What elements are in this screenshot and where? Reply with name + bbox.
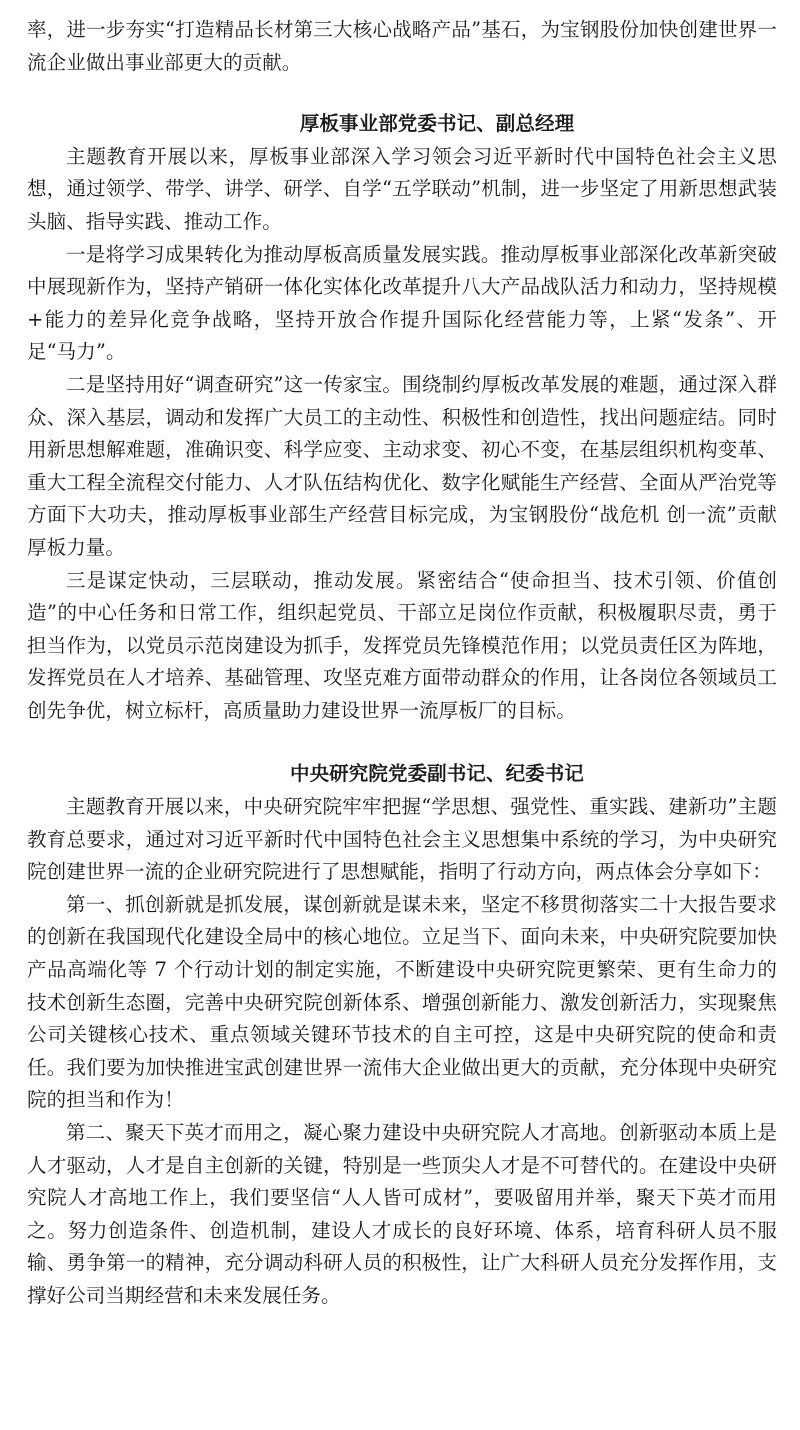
section1-title: 厚板事业部党委书记、副总经理 bbox=[299, 112, 575, 136]
section1-paragraph-2: 一是将学习成果转化为推动厚板高质量发展实践。推动厚板事业部深化改革新突破中展现新作为，坚持产销研一体化实体化改革提升八大产品战队活力和动力，坚持规模+能力的差异化竞争战略，坚持开放合作提升国际化经营能力等，上紧“发条”、开足“马力”。 bbox=[27, 242, 777, 364]
section-spacer bbox=[27, 79, 777, 108]
section1-paragraph-3: 二是坚持用好“调查研究”这一传家宝。围绕制约厚板改革发展的难题，通过深入群众、深入基层，调动和发挥广大员工的主动性、积极性和创造性，找出问题症结。同时用新思想解难题，准确识变、科学应变、主动求变、初心不变，在基层组织机构变革、重大工程全流程交付能力、人才队伍结构优化、数字化赋能生产经营、全面从严治党等方面下大功夫，推动厚板事业部生产经营目标完成，为宝钢股份“战危机 创一流”贡献厚板力量。 bbox=[27, 372, 777, 559]
intro-paragraph: 率，进一步夯实“打造精品长材第三大核心战略产品”基石，为宝钢股份加快创建世界一流企业做出事业部更大的贡献。 bbox=[27, 18, 777, 74]
section-spacer bbox=[27, 727, 777, 758]
section1-paragraph-4: 三是谋定快动，三层联动，推动发展。紧密结合“使命担当、技术引领、价值创造”的中心任务和日常工作，组织起党员、干部立足岗位作贡献，积极履职尽责，勇于担当作为，以党员示范岗建设为抓手，发挥党员先锋模范作用；以党员责任区为阵地，发挥党员在人才培养、基础管理、攻坚克难方面带动群众的作用，让各岗位各领域员工创先争优，树立标杆，高质量助力建设世界一流厚板厂的目标。 bbox=[27, 568, 777, 722]
document-page bbox=[27, 14, 777, 1313]
section1-paragraph-1: 主题教育开展以来，厚板事业部深入学习领会习近平新时代中国特色社会主义思想，通过领学、带学、讲学、研学、自学“五学联动”机制，进一步坚定了用新思想武装头脑、指导实践、推动工作。 bbox=[27, 144, 777, 233]
section2-title: 中央研究院党委副书记、纪委书记 bbox=[289, 762, 584, 786]
section2-paragraph-3: 第二、聚天下英才而用之，凝心聚力建设中央研究院人才高地。创新驱动本质上是人才驱动，人才是自主创新的关键，特别是一些顶尖人才是不可替代的。在建设中央研究院人才高地工作上，我们要坚信“人人皆可成材”，要吸留用并举，聚天下英才而用之。努力创造条件、创造机制，建设人才成长的良好环境、体系，培育科研人员不服输、勇争第一的精神，充分调动科研人员的积极性，让广大科研人员充分发挥作用，支撑好公司当期经营和未来发展任务。 bbox=[27, 1121, 777, 1307]
section2-paragraph-1: 主题教育开展以来，中央研究院牢牢把握“学思想、强党性、重实践、建新功”主题教育总要求，通过对习近平新时代中国特色社会主义思想集中系统的学习，为中央研究院创建世界一流的企业研究院进行了思想赋能，指明了行动方向，两点体会分享如下： bbox=[27, 795, 777, 884]
section2-paragraph-2: 第一、抓创新就是抓发展，谋创新就是谋未来，坚定不移贯彻落实二十大报告要求的创新在我国现代化建设全局中的核心地位。立足当下、面向未来，中央研究院要加快产品高端化等 7 个行动计划的制定实施，不断建设中央研究院更繁荣、更有生命力的技术创新生态圈，完善中央研究院创新体系、增强创新能力、激发创新活力，实现聚焦公司关键核心技术、重点领域关键环节技术的自主可控，这是中央研究院的使命和责任。我们要为加快推进宝武创建世界一流伟大企业做出更大的贡献，充分体现中央研究院的担当和作为！ bbox=[27, 892, 777, 1112]
